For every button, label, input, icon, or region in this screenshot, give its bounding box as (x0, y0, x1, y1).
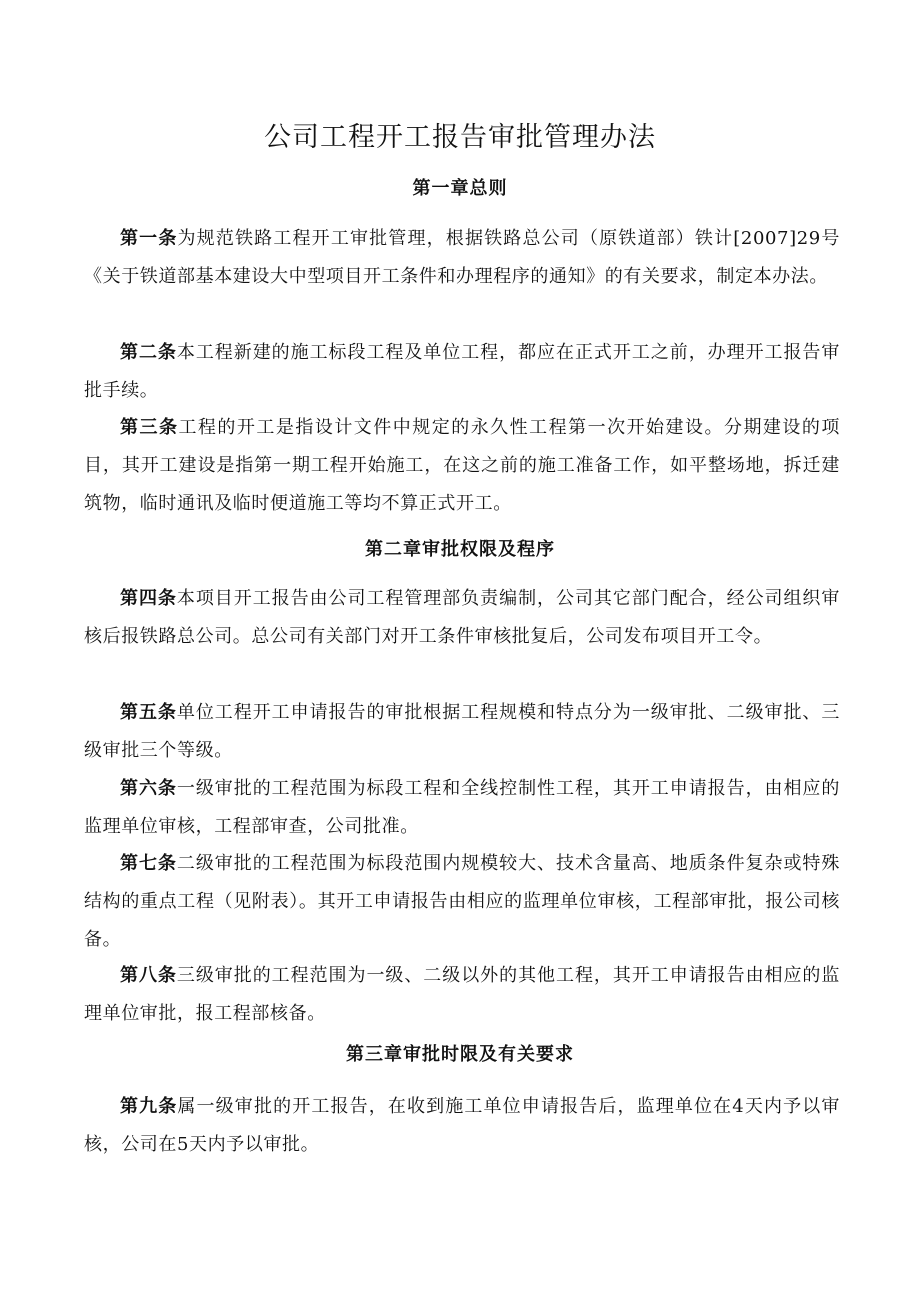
article-label: 第六条 (120, 778, 177, 799)
article-8 (84, 957, 840, 1033)
article-1 (84, 220, 840, 296)
article-text: 本工程新建的施工标段工程及单位工程，都应在正式开工之前，办理开工报告审批手续。 (84, 342, 840, 401)
article-2 (84, 334, 840, 410)
article-text: 工程的开工是指设计文件中规定的永久性工程第一次开始建设。分期建设的项目，其开工建设是指第一期工程开始施工，在这之前的施工准备工作，如平整场地，拆迁建筑物，临时通讯及临时便道施工等均不算正式开工。 (84, 417, 840, 514)
article-4 (84, 580, 840, 656)
article-label: 第二条 (120, 342, 177, 363)
article-3 (84, 409, 840, 523)
article-9 (84, 1088, 840, 1164)
article-label: 第五条 (120, 702, 177, 723)
article-text: 二级审批的工程范围为标段范围内规模较大、技术含量高、地质条件复杂或特殊结构的重点工程（见附表）。其开工申请报告由相应的监理单位审核，工程部审批，报公司核备。 (84, 853, 840, 950)
article-label: 第三条 (120, 417, 179, 438)
article-label: 第八条 (120, 965, 177, 986)
article-label: 第七条 (120, 853, 177, 874)
article-label: 第四条 (120, 588, 177, 609)
article-text: 一级审批的工程范围为标段工程和全线控制性工程，其开工申请报告，由相应的监理单位审核，工程部审查，公司批准。 (84, 778, 840, 837)
article-text: 三级审批的工程范围为一级、二级以外的其他工程，其开工申请报告由相应的监理单位审批，报工程部核备。 (84, 965, 840, 1024)
article-text: 为规范铁路工程开工审批管理，根据铁路总公司（原铁道部）铁计[2007]29号《关于铁道部基本建设大中型项目开工条件和办理程序的通知》的有关要求，制定本办法。 (84, 228, 840, 287)
article-6 (84, 770, 840, 846)
chapter-heading-3: 第三章审批时限及有关要求 (346, 1044, 574, 1065)
document-title: 公司工程开工报告审批管理办法 (264, 122, 656, 153)
article-text: 属一级审批的开工报告，在收到施工单位申请报告后，监理单位在4天内予以审核，公司在5天内予以审批。 (84, 1096, 840, 1155)
chapter-heading-2: 第二章审批权限及程序 (365, 539, 555, 560)
article-text: 本项目开工报告由公司工程管理部负责编制，公司其它部门配合，经公司组织审核后报铁路总公司。总公司有关部门对开工条件审核批复后，公司发布项目开工令。 (84, 588, 840, 647)
article-label: 第九条 (120, 1096, 178, 1117)
article-text: 单位工程开工申请报告的审批根据工程规模和特点分为一级审批、二级审批、三级审批三个等级。 (84, 702, 840, 761)
article-label: 第一条 (120, 228, 178, 249)
article-7 (84, 845, 840, 959)
chapter-heading-1: 第一章总则 (412, 178, 508, 199)
article-5 (84, 694, 840, 770)
